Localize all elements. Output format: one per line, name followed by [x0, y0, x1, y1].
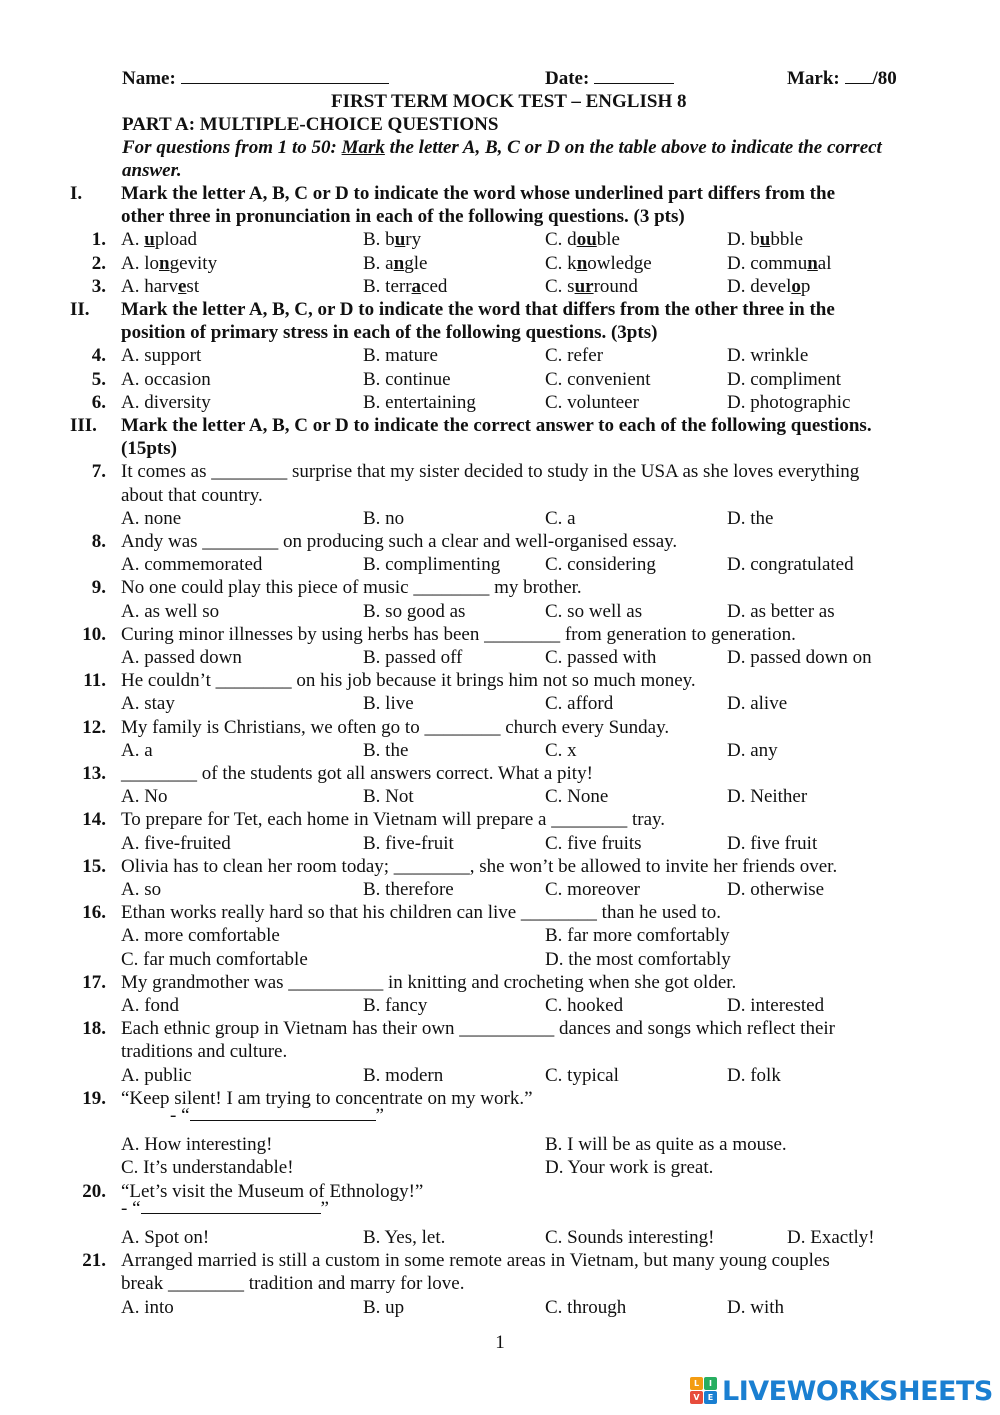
answer-option[interactable]: A. public [121, 1064, 192, 1086]
underlined-part: u [144, 229, 155, 251]
answer-option[interactable]: C. through [545, 1296, 627, 1318]
instructions [122, 136, 882, 159]
answer-option[interactable]: B. terraced [363, 275, 448, 297]
test-title: FIRST TERM MOCK TEST – ENGLISH 8 [331, 91, 687, 112]
answer-option[interactable]: C. so well as [545, 600, 643, 622]
underlined-part: n [159, 252, 170, 274]
answer-option[interactable]: A. How interesting! [121, 1134, 273, 1156]
answer-option[interactable]: C. refer [545, 345, 604, 367]
answer-option[interactable]: C. passed with [545, 647, 657, 668]
mark-field [787, 67, 897, 90]
answer-option[interactable]: A. fond [121, 995, 180, 1016]
section-3-instruction-line2: (15pts) [121, 438, 177, 460]
question-text: Olivia has to clean her room today; ________, she won’t be allowed to invite her friends over. [121, 855, 838, 877]
reply-blank[interactable] [141, 1199, 321, 1214]
answer-option[interactable]: C. afford [545, 693, 614, 715]
answer-option[interactable]: B. I will be as quite as a mouse. [545, 1134, 787, 1156]
instructions-line2: answer. [122, 160, 182, 181]
answer-option[interactable]: A. support [121, 345, 202, 367]
question-text-cont: break ________ tradition and marry for love. [121, 1273, 465, 1295]
question-text: ________ of the students got all answers correct. What a pity! [121, 763, 593, 784]
answer-option[interactable]: D. with [727, 1296, 784, 1318]
answer-option[interactable]: A. as well so [121, 600, 220, 622]
answer-option[interactable]: A. five-fruited [121, 832, 231, 854]
answer-option[interactable]: D. as better as [727, 600, 835, 622]
answer-option[interactable]: B. angle [363, 252, 428, 274]
question-number: 2. [91, 252, 106, 274]
answer-option[interactable]: C. surround [545, 275, 638, 297]
answer-option[interactable]: C. a [545, 507, 576, 529]
question-number: 4. [91, 345, 106, 367]
answer-option[interactable]: D. Neither [727, 786, 808, 808]
answer-option[interactable]: D. compliment [727, 368, 841, 390]
mark-blank[interactable] [845, 67, 873, 84]
answer-option[interactable]: D. folk [727, 1064, 781, 1086]
date-label: Date: [545, 68, 590, 89]
question-text: Arranged married is still a custom in some remote areas in Vietnam, but many young couples [121, 1250, 830, 1272]
question-number: 12. [82, 716, 106, 738]
date-blank[interactable] [594, 67, 674, 84]
instructions-mark: Mark [341, 137, 385, 158]
answer-option[interactable]: D. Your work is great. [545, 1157, 714, 1179]
mark-label: Mark: [787, 68, 840, 89]
question-number: 8. [91, 531, 106, 552]
question-number: 6. [91, 391, 106, 413]
question-number: 21. [82, 1250, 106, 1272]
brand-logo [690, 1374, 993, 1408]
question-number: 5. [91, 368, 106, 390]
answer-option[interactable]: A. more comfortable [121, 925, 280, 947]
question-text-cont: about that country. [121, 484, 263, 506]
question-text: He couldn’t ________ on his job because it brings him not so much money. [121, 670, 696, 692]
answer-option[interactable]: A. upload [121, 229, 198, 251]
answer-option[interactable]: A. so [121, 879, 162, 900]
answer-option[interactable]: A. stay [121, 693, 175, 715]
question-text: Each ethnic group in Vietnam has their own __________ dances and songs which reflect their [121, 1018, 835, 1040]
answer-option[interactable]: B. passed off [363, 647, 463, 668]
answer-option[interactable]: D. otherwise [727, 879, 825, 900]
underlined-part: ur [574, 275, 594, 297]
answer-option[interactable]: A. Spot on! [121, 1227, 210, 1248]
answer-option[interactable]: B. modern [363, 1064, 444, 1086]
answer-option[interactable]: D. five fruit [727, 832, 818, 854]
answer-option[interactable]: B. no [363, 507, 405, 529]
name-label: Name: [122, 68, 176, 89]
answer-option[interactable]: A. harvest [121, 275, 200, 297]
question-number: 11. [83, 670, 106, 692]
reply-line[interactable]: - “ ” [170, 1105, 384, 1126]
answer-option[interactable]: C. convenient [545, 368, 651, 390]
answer-option[interactable]: B. therefore [363, 879, 454, 900]
answer-option[interactable]: A. diversity [121, 391, 211, 413]
answer-option[interactable]: D. Exactly! [787, 1227, 875, 1248]
question-number: 20. [82, 1180, 106, 1202]
question-text: Ethan works really hard so that his children can live ________ than he used to. [121, 902, 721, 924]
answer-option[interactable]: D. bubble [727, 229, 804, 251]
underlined-part: u [759, 229, 771, 251]
answer-option[interactable]: B. up [363, 1296, 405, 1318]
liveworksheets-icon: L I V E [690, 1377, 718, 1405]
answer-option[interactable]: C. Sounds interesting! [545, 1227, 715, 1248]
question-number: 13. [82, 763, 106, 784]
section-2-roman: II. [70, 299, 90, 320]
answer-option[interactable]: B. Not [363, 786, 414, 808]
question-number: 3. [91, 275, 106, 297]
question-number: 15. [82, 855, 106, 877]
underlined-part: u [394, 229, 406, 251]
section-1-roman: I. [70, 183, 83, 204]
answer-option[interactable]: B. the [363, 739, 409, 761]
answer-option[interactable]: C. considering [545, 554, 656, 576]
question-text: My grandmother was __________ in knitting and crocheting when she got older. [121, 971, 737, 993]
part-title: PART A: MULTIPLE-CHOICE QUESTIONS [122, 114, 499, 135]
mark-total: /80 [872, 68, 897, 89]
section-3-roman: III. [70, 415, 97, 436]
question-text: It comes as ________ surprise that my sister decided to study in the USA as she loves everything [121, 461, 860, 483]
underlined-part: n [393, 252, 405, 274]
answer-option[interactable]: A. occasion [121, 368, 211, 390]
answer-option[interactable]: C. None [545, 786, 609, 808]
question-number: 7. [91, 461, 106, 483]
name-field [122, 67, 389, 90]
answer-option[interactable]: C. It’s understandable! [121, 1157, 294, 1179]
answer-option[interactable]: C. far much comfortable [121, 948, 308, 970]
answer-option[interactable]: B. fancy [363, 995, 428, 1016]
answer-option[interactable]: B. entertaining [363, 391, 476, 413]
question-number: 19. [82, 1087, 106, 1109]
date-field [545, 67, 674, 90]
answer-option[interactable]: B. continue [363, 368, 451, 390]
answer-option[interactable]: D. wrinkle [727, 345, 809, 367]
question-number: 14. [82, 809, 106, 831]
answer-option[interactable]: D. photographic [727, 391, 851, 413]
section-2-instruction-line1: Mark the letter A, B, C, or D to indicate the word that differs from the other three in the [121, 299, 835, 320]
answer-option[interactable]: D. the [727, 507, 774, 529]
answer-option[interactable]: D. the most comfortably [545, 948, 731, 970]
answer-option[interactable]: C. hooked [545, 995, 624, 1016]
answer-option[interactable]: B. so good as [363, 600, 466, 622]
question-number: 9. [91, 577, 106, 599]
answer-option[interactable]: C. moreover [545, 879, 640, 900]
name-blank[interactable] [181, 67, 389, 84]
underlined-part: a [411, 275, 422, 297]
question-text: “Let’s visit the Museum of Ethnology!” [121, 1180, 424, 1202]
answer-option[interactable]: A. longevity [121, 252, 218, 274]
underlined-part: n [807, 252, 818, 274]
question-text: My family is Christians, we often go to ________ church every Sunday. [121, 716, 670, 738]
question-number: 17. [82, 971, 106, 993]
answer-option[interactable]: A. a [121, 739, 153, 761]
question-text: No one could play this piece of music ________ my brother. [121, 577, 582, 599]
answer-option[interactable]: A. passed down [121, 647, 242, 668]
answer-option[interactable]: B. Yes, let. [363, 1227, 446, 1248]
question-text-cont: traditions and culture. [121, 1041, 288, 1063]
section-3-instruction-line1: Mark the letter A, B, C or D to indicate the correct answer to each of the following questions. [121, 415, 872, 436]
answer-option[interactable]: C. five fruits [545, 832, 642, 854]
answer-option[interactable]: A. commemorated [121, 554, 263, 576]
answer-option[interactable]: C. x [545, 739, 577, 761]
section-1-instruction-line2: other three in pronunciation in each of the following questions. (3 pts) [121, 206, 685, 228]
answer-option[interactable]: A. none [121, 507, 182, 529]
answer-option[interactable]: B. five-fruit [363, 832, 454, 854]
reply-blank[interactable] [190, 1106, 376, 1121]
reply-line[interactable]: - “ ” [121, 1197, 329, 1219]
brand-name: LIVEWORKSHEETS [722, 1375, 993, 1407]
answer-option[interactable]: C. volunteer [545, 391, 639, 413]
question-number: 16. [82, 902, 106, 924]
answer-option[interactable]: D. communal [727, 252, 832, 274]
answer-option[interactable]: A. No [121, 786, 168, 808]
answer-option[interactable]: B. bury [363, 229, 422, 251]
answer-option[interactable]: B. far more comfortably [545, 925, 730, 947]
question-text: “Keep silent! I am trying to concentrate on my work.” [121, 1087, 533, 1109]
answer-option[interactable]: D. passed down on [727, 647, 872, 668]
underlined-part: o [791, 275, 801, 297]
answer-option[interactable]: A. into [121, 1296, 174, 1318]
answer-option[interactable]: D. alive [727, 693, 788, 715]
answer-option[interactable]: D. any [727, 739, 778, 761]
answer-option[interactable]: B. mature [363, 345, 438, 367]
underlined-part: ou [576, 229, 597, 251]
question-text: Andy was ________ on producing such a clear and well-organised essay. [121, 531, 678, 552]
section-1-instruction-line1: Mark the letter A, B, C or D to indicate the word whose underlined part differs from the [121, 183, 836, 204]
underlined-part: e [177, 275, 187, 297]
answer-option[interactable]: B. live [363, 693, 414, 715]
answer-option[interactable]: D. develop [727, 275, 811, 297]
section-2-instruction-line2: position of primary stress in each of the following questions. (3pts) [121, 322, 658, 344]
answer-option[interactable]: C. double [545, 229, 620, 251]
instructions-post: the letter A, B, C or D on the table above to indicate the correct [384, 137, 882, 158]
answer-option[interactable]: B. complimenting [363, 554, 501, 576]
question-number: 1. [91, 229, 106, 251]
answer-option[interactable]: C. typical [545, 1064, 619, 1086]
answer-option[interactable]: C. knowledge [545, 252, 652, 274]
question-text: To prepare for Tet, each home in Vietnam will prepare a ________ tray. [121, 809, 666, 831]
answer-option[interactable]: D. congratulated [727, 554, 854, 576]
question-number: 10. [82, 623, 106, 645]
underlined-part: n [576, 252, 588, 274]
question-text: Curing minor illnesses by using herbs has been ________ from generation to generation. [121, 623, 796, 645]
page-number: 1 [495, 1332, 505, 1353]
instructions-pre: For questions from 1 to 50: [122, 137, 342, 158]
answer-option[interactable]: D. interested [727, 995, 825, 1016]
question-number: 18. [82, 1018, 106, 1040]
